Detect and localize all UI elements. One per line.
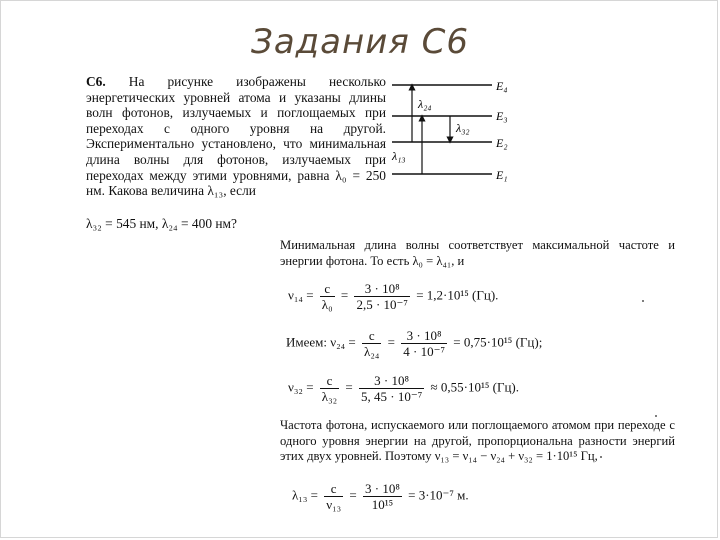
nu32-frac2-num: 3 · 10⁸: [359, 373, 424, 389]
level-e4-label: E₄: [496, 79, 508, 93]
arrow-lambda32-label: λ₃₂: [456, 121, 470, 135]
problem-body: На рисунке изображены несколько энергетических уровней атома и указаны длины волн фотонов, излучаемых и поглощаемых при переходах с одного уровня на другой. Экспериментально установлено, что минимальная длина волны для фотонов, излучаемых при переходах между этими уровнями, равна λ₀ = 250 нм. Какова величина λ₁₃, если: [86, 74, 386, 199]
nu32-frac2-den: 5, 45 · 10⁻⁷: [361, 389, 423, 404]
nu14-result: = 1,2·10¹⁵ (Гц).: [416, 287, 499, 303]
nu32-frac1-den: λ₃₂: [321, 389, 338, 404]
problem-last-line: λ₃₂ = 545 нм, λ₂₄ = 400 нм?: [86, 216, 237, 231]
lambda13-frac1-den: ν₁₃: [326, 497, 342, 512]
nu14-frac1-den: λ₀: [321, 297, 333, 312]
level-e2-label: E₂: [496, 136, 508, 150]
formula-nu32: [288, 373, 519, 404]
lambda13-frac2: [363, 481, 402, 512]
formula-lambda13: [292, 481, 469, 512]
nu24-lhs: Имеем: ν₂₄ =: [286, 334, 356, 350]
scan-speck: [642, 300, 644, 302]
nu24-result: = 0,75·10¹⁵ (Гц);: [453, 334, 543, 350]
arrow-lambda13-label: λ₁₃: [392, 149, 406, 163]
problem-text: [86, 74, 386, 199]
nu24-frac1-num: c: [362, 328, 381, 344]
lambda13-result: = 3·10⁻⁷ м.: [408, 487, 469, 503]
nu14-frac1-num: c: [320, 281, 335, 297]
lambda13-lhs: λ₁₃ =: [292, 487, 318, 503]
nu32-lhs: ν₃₂ =: [288, 379, 314, 395]
level-e1-label: E₁: [496, 168, 508, 182]
nu14-lhs: ν₁₄ =: [288, 287, 314, 303]
nu24-frac2-num: 3 · 10⁸: [401, 328, 447, 344]
nu24-eq: =: [387, 334, 395, 350]
scan-speck: [600, 456, 602, 458]
lambda13-frac1-num: c: [324, 481, 343, 497]
nu14-frac2-den: 2,5 · 10⁻⁷: [356, 297, 408, 312]
nu14-frac2: [354, 281, 409, 312]
nu32-frac1: [320, 373, 339, 404]
arrow-lambda24-label: λ₂₄: [418, 97, 432, 111]
nu24-frac2: [401, 328, 447, 359]
nu14-frac2-num: 3 · 10⁸: [354, 281, 409, 297]
energy-level-diagram: [390, 70, 530, 190]
solution-paragraph: Частота фотона, испускаемого или поглощаемого атомом при переходе с одного уровня энергии на другой, пропорциональна разности энергий этих двух уровней. Поэтому ν₁₃ = ν₁₄ − ν₂₄ + ν₃₂ = 1·10¹⁵ Гц,: [280, 418, 675, 464]
scan-speck: [655, 415, 657, 417]
problem-label: С6.: [86, 74, 106, 89]
nu32-frac1-num: c: [320, 373, 339, 389]
lambda13-frac2-num: 3 · 10⁸: [365, 481, 400, 496]
lambda13-frac1: [324, 481, 343, 512]
lambda13-frac2-den: 10¹⁵: [371, 497, 394, 512]
level-e3-label: E₃: [496, 109, 508, 123]
formula-nu24: [286, 328, 542, 359]
solution-intro: Минимальная длина волны соответствует максимальной частоте и энергии фотона. То есть λ₀ = λ₄₁, и: [280, 238, 675, 268]
problem-scan: [78, 70, 520, 242]
lambda13-eq: =: [349, 487, 357, 503]
nu14-frac1: [320, 281, 335, 312]
nu24-frac2-den: 4 · 10⁻⁷: [403, 344, 445, 359]
nu32-frac2: [359, 373, 424, 404]
nu24-frac1: [362, 328, 381, 359]
nu24-frac1-den: λ₂₄: [364, 344, 380, 359]
formula-nu14: [288, 281, 498, 312]
nu14-eq: =: [340, 287, 349, 303]
nu32-eq: =: [345, 379, 353, 395]
nu32-result: ≈ 0,55·10¹⁵ (Гц).: [430, 379, 520, 395]
slide-title: Задания С6: [251, 22, 469, 62]
